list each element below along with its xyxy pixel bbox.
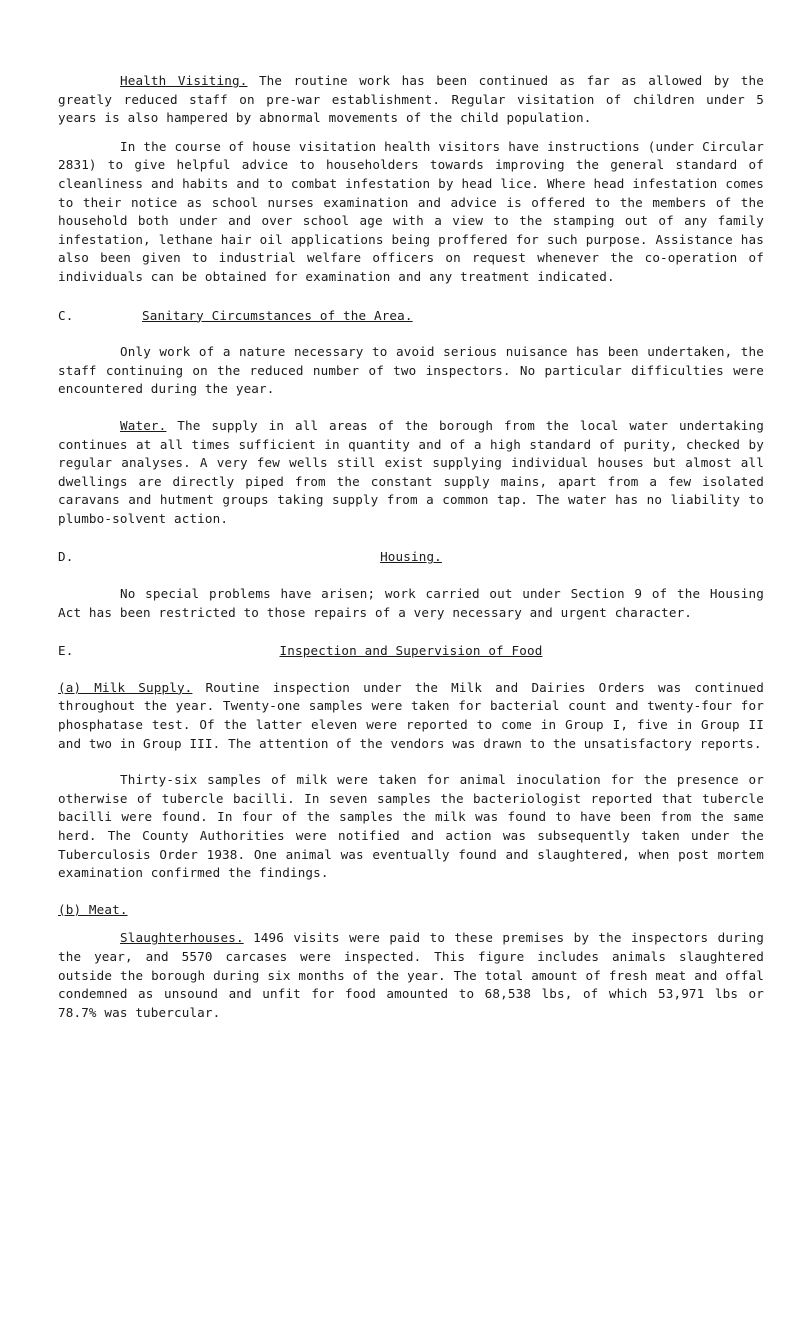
health-visiting-text-1: The routine work has been continued as far as allowed by the greatly reduced staff on pre-war establishment. Regular visitation of children under 5 years is also hampered by abnormal movements of the child population. [58, 73, 764, 126]
milk-paragraph-1 [58, 679, 764, 753]
milk-heading: (a) Milk Supply. [58, 679, 193, 695]
slaughterhouses-heading: Slaughterhouses. [120, 930, 244, 946]
water-paragraph [58, 417, 764, 529]
document-page [58, 72, 764, 1022]
milk-text-1: Routine inspection under the Milk and Dairies Orders was continued throughout the year. Twenty-one samples were taken for bacterial count and twenty-four for phosphatase test. Of the latter eleven were reported to come in Group I, five in Group II and two in Group III. The attention of the vendors was drawn to the unsatisfactory reports. [58, 679, 764, 751]
section-d-title: Housing. [380, 549, 442, 565]
section-c-paragraph-1: Only work of a nature necessary to avoid serious nuisance has been undertaken, the staff continuing on the reduced number of two inspectors. No particular difficulties were encountered during the year. [58, 344, 764, 397]
section-c-heading [58, 307, 764, 326]
meat-heading-line [58, 901, 764, 920]
slaughterhouses-paragraph [58, 929, 764, 1022]
health-visiting-heading: Health Visiting. [120, 73, 248, 88]
milk-paragraph-2: Thirty-six samples of milk were taken for animal inoculation for the presence or otherwise of tubercle bacilli. In seven samples the bacteriologist reported that tubercle bacilli were found. In four of the samples the milk was found to have been from the same herd. The County Authorities were notified and action was subsequently taken under the Tuberculosis Order 1938. One animal was eventually found and slaughtered, when post mortem examination confirmed the findings. [58, 772, 764, 881]
water-heading: Water. [120, 417, 167, 433]
health-visiting-paragraph-2: In the course of house visitation health visitors have instructions (under Circular 2831) to give helpful advice to householders towards improving the general standard of cleanliness and habits and to combat infestation by head lice. Where head infestation comes to their notice as school nurses examination and advice is offered to the members of the household both under and over school age with a view to the stamping out of any family infestation, lethane hair oil applications being proffered for such purpose. Assistance has also been given to industrial welfare officers on request whenever the co-operation of individuals can be obtained for examination and any treatment indicated. [58, 138, 764, 284]
slaughterhouses-text: 1496 visits were paid to these premises by the inspectors during the year, and 5570 carcases were inspected. This figure includes animals slaughtered outside the borough during six months of the year. The total amount of fresh meat and offal condemned as unsound and unfit for food amounted to 68,538 lbs, of which 53,971 lbs or 78.7% was tubercular. [58, 930, 764, 1020]
section-c-title: Sanitary Circumstances of the Area. [142, 307, 413, 323]
section-d-heading [58, 548, 764, 567]
section-e-title: Inspection and Supervision of Food [279, 643, 543, 659]
health-visiting-paragraph-1 [58, 72, 764, 128]
meat-heading: (b) Meat. [58, 901, 128, 917]
section-d-letter: D. [58, 549, 74, 565]
section-e-letter: E. [58, 643, 74, 659]
section-d-paragraph-1: No special problems have arisen; work carried out under Section 9 of the Housing Act has been restricted to those repairs of a very necessary and urgent character. [58, 586, 764, 620]
water-text: The supply in all areas of the borough from the local water undertaking continues at all times sufficient in quantity and of a high standard of purity, checked by regular analyses. A very few wells still exist supplying individual houses but almost all dwellings are directly piped from the constant supply mains, apart from a few isolated caravans and hutment groups taking supply from a common tap. The water has no liability to plumbo-solvent action. [58, 417, 765, 526]
section-e-heading [58, 642, 764, 661]
section-c-letter: C. [58, 307, 74, 323]
